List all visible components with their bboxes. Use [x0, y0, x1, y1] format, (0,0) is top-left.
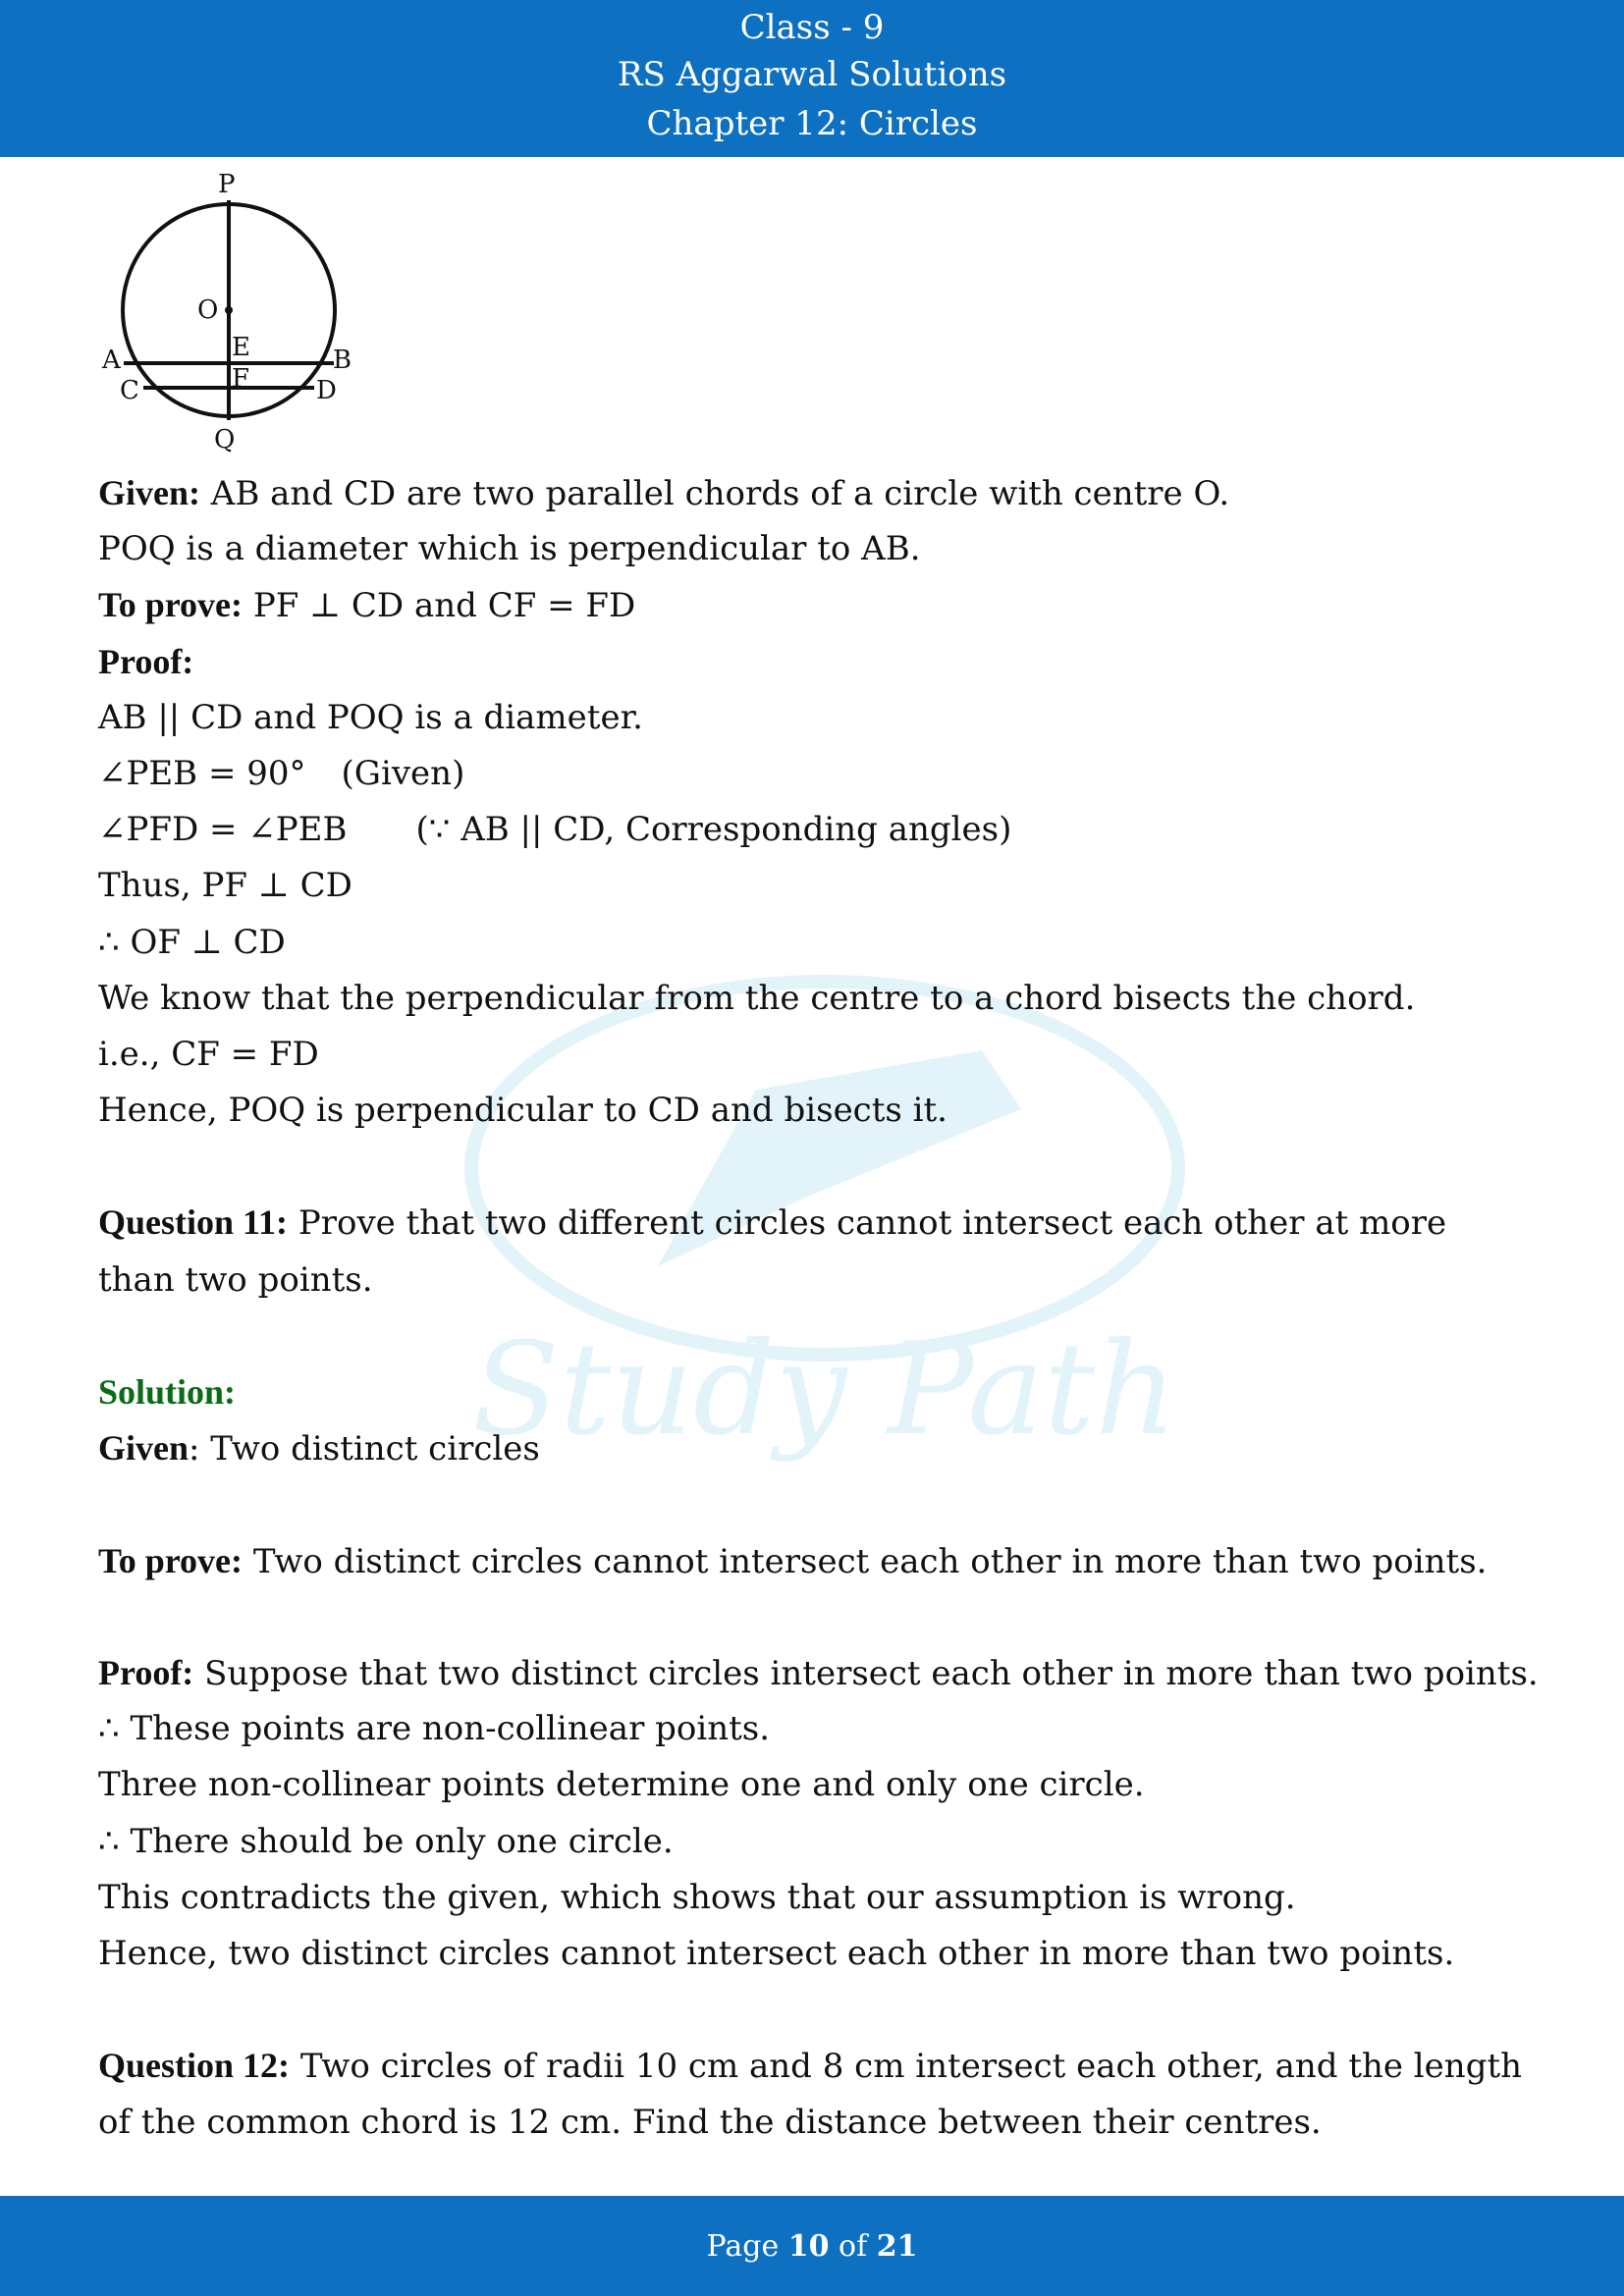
label-d: D — [316, 376, 337, 405]
label-b: B — [333, 346, 352, 375]
given-label: Given: — [98, 473, 200, 512]
proof-line-2 — [98, 746, 1532, 802]
header-book: RS Aggarwal Solutions — [617, 55, 1007, 94]
proof-line-1: AB || CD and POQ is a diameter. — [98, 697, 643, 737]
solution-proof-text: Suppose that two distinct circles intersect each other in more than two points. — [193, 1653, 1539, 1693]
label-a: A — [102, 346, 121, 375]
proof-line-2-statement: ∠PEB = 90° — [98, 753, 306, 793]
solution-given-text: : Two distinct circles — [189, 1429, 540, 1469]
toprove-line — [98, 577, 1532, 633]
spacer — [98, 1308, 1532, 1364]
proof-line-3-reason: (∵ AB || CD, Corresponding angles) — [415, 810, 1012, 850]
centre-point — [225, 306, 233, 314]
solution-line-4: ∴ There should be only one circle. — [98, 1821, 674, 1861]
question-12-label: Question 12: — [98, 2046, 291, 2086]
proof-line-4: Thus, PF ⊥ CD — [98, 866, 352, 906]
proof-line-3 — [98, 802, 1532, 858]
proof-heading — [98, 634, 1532, 690]
header-class: Class - 9 — [739, 8, 885, 47]
label-q: Q — [214, 425, 236, 454]
question-11-label: Question 11: — [98, 1202, 289, 1243]
circle-chords-figure — [94, 163, 369, 467]
spacer — [98, 1589, 1532, 1645]
given-line-2: POQ is a diameter which is perpendicular to AB. — [98, 529, 921, 569]
label-e: E — [232, 333, 250, 362]
solution-heading — [98, 1364, 1532, 1420]
solution-line-6: Hence, two distinct circles cannot intersect each other in more than two points. — [98, 1933, 1455, 1973]
of-word: of — [829, 2229, 877, 2264]
solution-proof-label: Proof: — [98, 1652, 194, 1692]
question-11 — [98, 1195, 1532, 1308]
page-content — [98, 465, 1539, 2152]
page-number: 10 — [787, 2229, 830, 2264]
page-header — [0, 0, 1624, 157]
header-chapter: Chapter 12: Circles — [646, 104, 978, 143]
given-text: AB and CD are two parallel chords of a circle with centre O. — [200, 474, 1230, 513]
toprove-label: To prove: — [98, 585, 244, 625]
proof-line-6: We know that the perpendicular from the centre to a chord bisects the chord. — [98, 978, 1416, 1018]
solution-line-3: Three non-collinear points determine one and only one circle. — [98, 1765, 1145, 1805]
solution-toprove-line — [98, 1533, 1532, 1589]
solution-given-line — [98, 1420, 1532, 1476]
solution-line-2: ∴ These points are non-collinear points. — [98, 1709, 771, 1749]
solution-toprove-label: To prove: — [98, 1540, 244, 1580]
page-total: 21 — [876, 2229, 918, 2264]
proof-line-5: ∴ OF ⊥ CD — [98, 922, 286, 962]
toprove-text: PF ⊥ CD and CF = FD — [243, 586, 636, 626]
proof-line-8: Hence, POQ is perpendicular to CD and bisects it. — [98, 1091, 947, 1131]
solution-toprove-text: Two distinct circles cannot intersect each other in more than two points. — [243, 1541, 1488, 1581]
solution-line-5: This contradicts the given, which shows that our assumption is wrong. — [98, 1877, 1296, 1917]
solution-label: Solution: — [98, 1372, 237, 1413]
question-12 — [98, 2038, 1532, 2151]
given-line — [98, 465, 1532, 521]
question-11-text: Prove that two different circles cannot intersect each other at more than two points. — [98, 1203, 1447, 1300]
label-c: C — [120, 376, 139, 405]
label-p: P — [218, 170, 236, 199]
solution-proof-line — [98, 1645, 1539, 1701]
spacer — [98, 1476, 1532, 1532]
proof-line-2-reason: (Given) — [341, 753, 465, 793]
label-o: O — [197, 295, 219, 325]
page-word: Page — [706, 2229, 788, 2264]
proof-line-7: i.e., CF = FD — [98, 1034, 319, 1074]
solution-given-label: Given — [98, 1428, 189, 1468]
proof-label: Proof: — [98, 641, 194, 681]
question-12-text: Two circles of radii 10 cm and 8 cm intersect each other, and the length of the common chord is 12 cm. Find the distance between their centres. — [98, 2047, 1523, 2143]
proof-line-3-statement: ∠PFD = ∠PEB — [98, 810, 348, 850]
label-f: F — [232, 364, 250, 394]
spacer — [98, 1139, 1532, 1195]
page-indicator — [0, 2229, 1624, 2264]
page-footer — [0, 2196, 1624, 2296]
spacer — [98, 1982, 1532, 2038]
watermark-text: Study Path — [471, 1314, 1178, 1464]
